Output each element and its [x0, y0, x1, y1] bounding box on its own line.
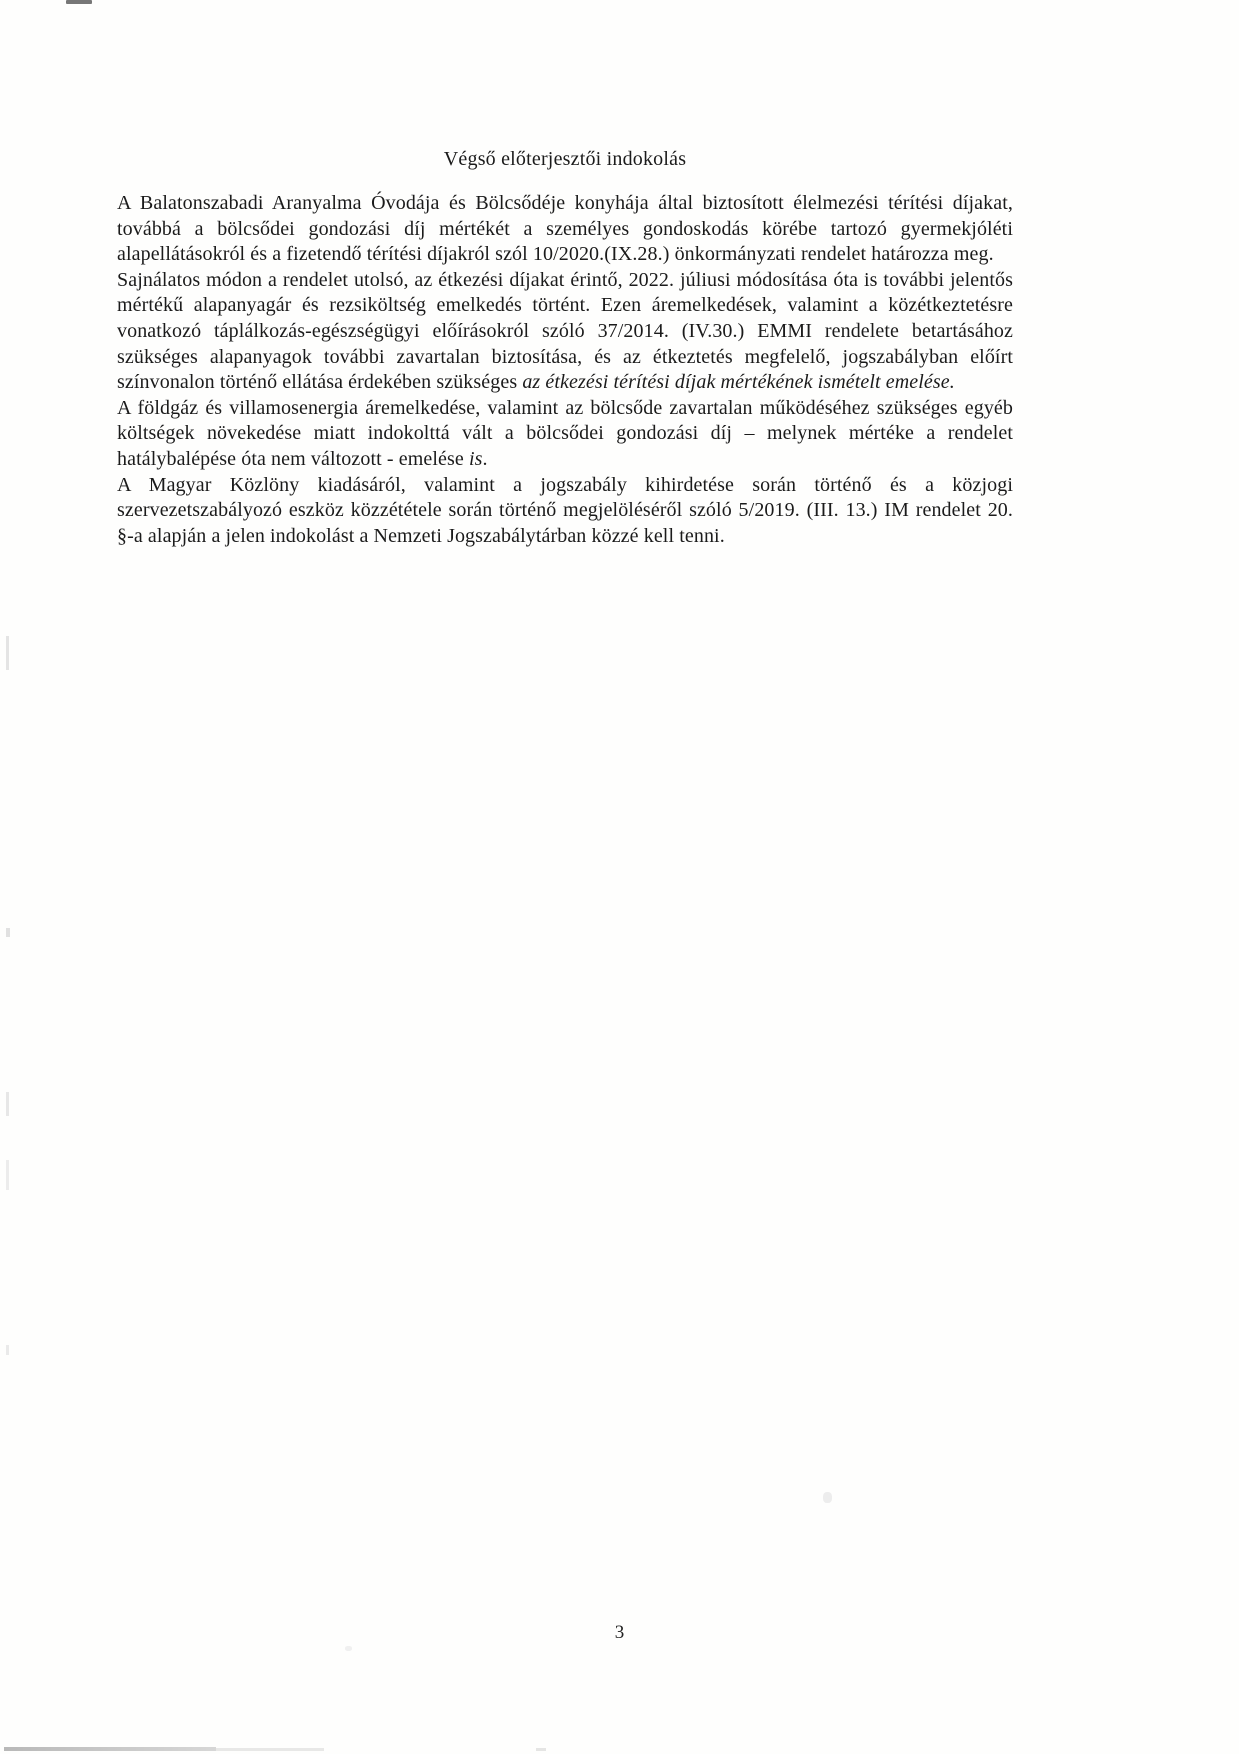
paragraph [117, 268, 1013, 396]
document-body [117, 148, 1013, 549]
paragraph-segment: A Balatonszabadi Aranyalma Óvodája és Bölcsődéje konyhája által biztosított élelmezési térítési díjakat, továbbá a bölcsődei gondozási díj mértékét a személyes gondoskodás körébe tartozó gyermekjóléti alapellátásokról és a fizetendő térítési díjakról szól 10/2020.(IX.28.) önkormányzati rendelet határozza meg. [117, 192, 1013, 266]
scan-artifact [6, 928, 10, 937]
scan-artifact [66, 0, 92, 4]
scan-artifact [6, 1160, 9, 1190]
paragraph-segment: A Magyar Közlöny kiadásáról, valamint a jogszabály kihirdetése során történő és a közjogi szervezetszabályozó eszköz közzététele során történő megjelöléséről szóló 5/2019. (III. 13.) IM rendelet 20. §-a alapján a jelen indokolást a Nemzeti Jogszabálytárban közzé kell tenni. [117, 473, 1013, 547]
scan-artifact [6, 1092, 9, 1116]
scan-artifact [536, 1748, 546, 1751]
paragraph [117, 396, 1013, 473]
paragraphs-container [117, 191, 1013, 549]
paragraph-segment-italic: az étkezési térítési díjak mértékének ismételt emelése. [522, 371, 955, 394]
scan-artifact [4, 1747, 216, 1751]
page-number: 3 [614, 1622, 625, 1643]
paragraph-segment-italic: is [468, 447, 483, 470]
scan-artifact [6, 636, 9, 670]
paragraph [117, 191, 1013, 268]
paragraph [117, 473, 1013, 550]
scan-artifact [6, 1345, 9, 1355]
paragraph-segment: . [482, 447, 488, 470]
paragraph-segment: A földgáz és villamosenergia áremelkedése, valamint az bölcsőde zavartalan működéséhez szükséges egyéb költségek növekedése miatt indokolttá vált a bölcsődei gondozási díj – melynek mértéke a rendelet hatálybalépése óta nem változott - emelése [117, 396, 1013, 470]
scan-artifact [216, 1748, 324, 1751]
page-title: Végső előterjesztői indokolás [443, 148, 687, 170]
scan-artifact [823, 1492, 832, 1503]
paragraph-segment: Sajnálatos módon a rendelet utolsó, az étkezési díjakat érintő, 2022. júliusi módosítása óta is további jelentős mértékű alapanyagár és rezsiköltség emelkedés történt. Ezen áremelkedések, valamint a közétkeztetésre vonatkozó táplálkozás-egészségügyi előírásokról szóló 37/2014. (IV.30.) EMMI rendelete betartásához szükséges alapanyagok további zavartalan biztosítása, és az étkeztetés megfelelő, jogszabályban előírt színvonalon történő ellátása érdekében szükséges [117, 268, 1013, 394]
scan-artifact [345, 1646, 352, 1651]
